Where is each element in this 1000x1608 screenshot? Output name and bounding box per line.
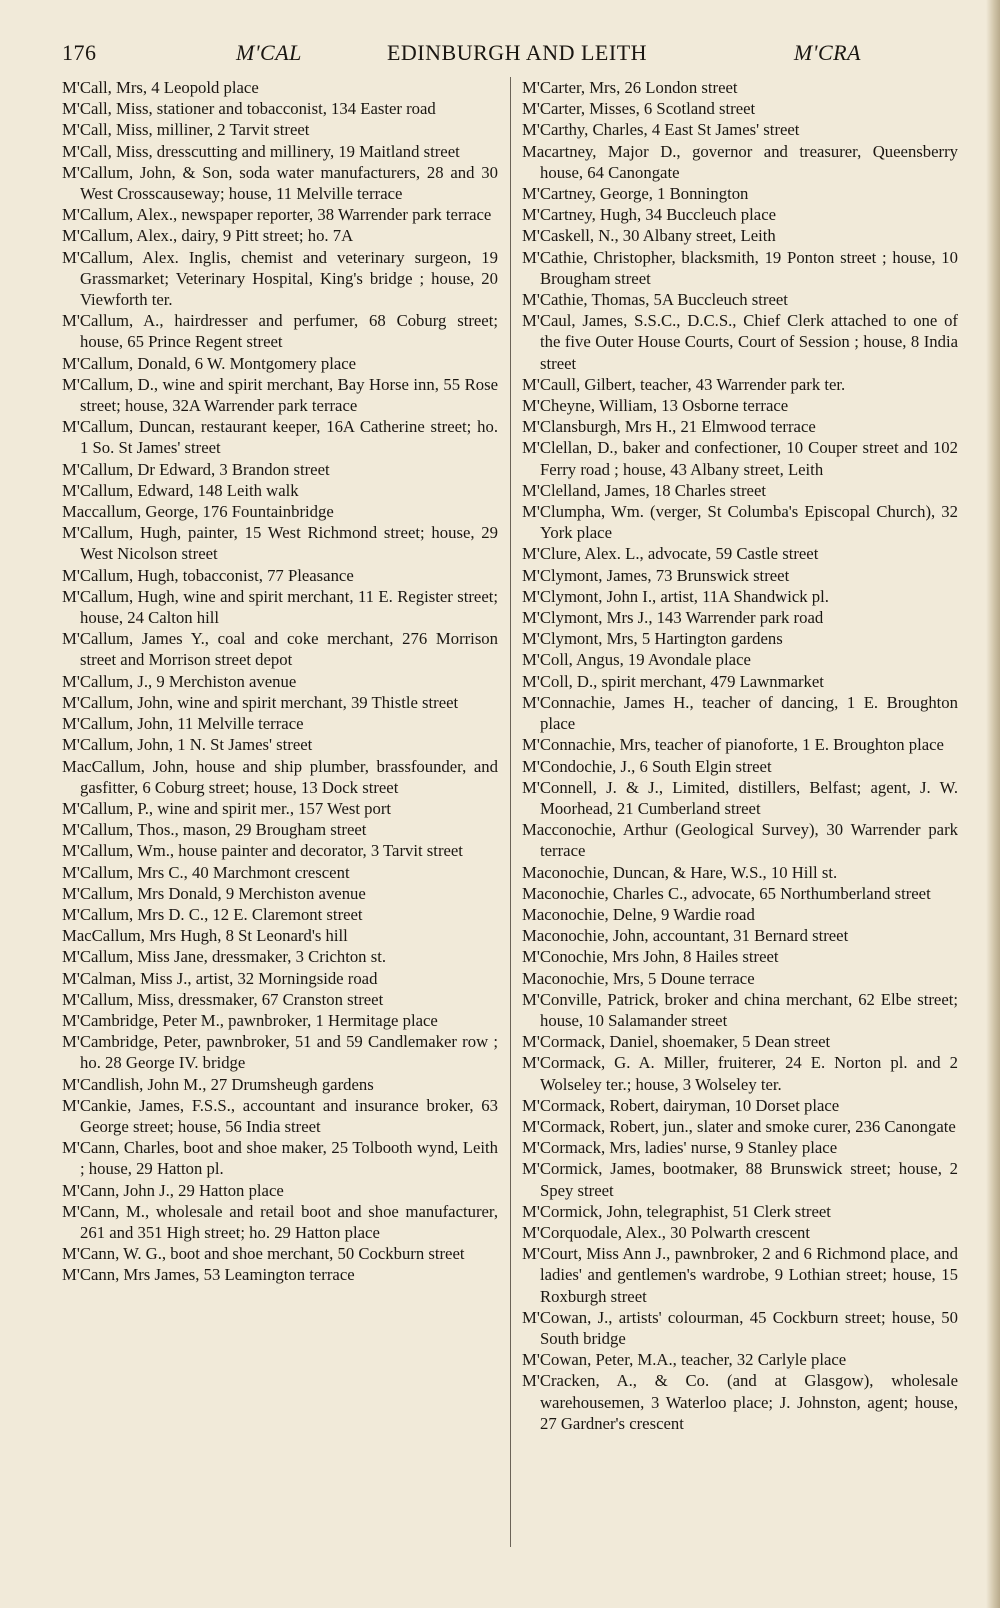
directory-entry: M'Callum, Dr Edward, 3 Brandon street	[62, 459, 330, 479]
directory-entry: M'Carthy, Charles, 4 East St James' street	[522, 120, 800, 140]
directory-entry: M'Callum, Hugh, wine and spirit merchant, 11 E. Register street; house, 24 Calton hill	[62, 586, 498, 628]
directory-entry: M'Cormack, Robert, dairyman, 10 Dorset place	[522, 1095, 840, 1115]
directory-entry: Maconochie, Delne, 9 Wardie road	[522, 904, 755, 924]
directory-entry: M'Clymont, James, 73 Brunswick street	[522, 565, 790, 585]
directory-entry: M'Clymont, John I., artist, 11A Shandwick pl.	[522, 586, 829, 606]
directory-entry: M'Callum, D., wine and spirit merchant, Bay Horse inn, 55 Rose street; house, 32A Warrender park terrace	[62, 374, 498, 416]
directory-entry: M'Cambridge, Peter M., pawnbroker, 1 Hermitage place	[62, 1010, 438, 1030]
directory-entry: M'Coll, Angus, 19 Avondale place	[522, 650, 751, 670]
directory-entry: M'Cowan, Peter, M.A., teacher, 32 Carlyle place	[522, 1350, 847, 1370]
directory-entry: M'Conville, Patrick, broker and china merchant, 62 Elbe street; house, 10 Salamander street	[522, 989, 958, 1030]
directory-entry: M'Callum, Mrs C., 40 Marchmont crescent	[62, 862, 350, 882]
directory-entry: M'Connell, J. & J., Limited, distillers, Belfast; agent, J. W. Moorhead, 21 Cumberland street	[522, 777, 958, 818]
right-column	[522, 77, 958, 1434]
directory-entry: MacCallum, John, house and ship plumber, brassfounder, and gasfitter, 6 Coburg street; house, 13 Dock street	[62, 756, 498, 797]
directory-entry: M'Callum, John, & Son, soda water manufacturers, 28 and 30 West Crosscauseway; house, 11 Melville terrace	[62, 162, 498, 204]
directory-entry: M'Callum, John, wine and spirit merchant, 39 Thistle street	[62, 692, 459, 712]
directory-entry: M'Cracken, A., & Co. (and at Glasgow), wholesale warehousemen, 3 Waterloo place; J. Johnston, agent; house, 27 Gardner's crescent	[522, 1371, 958, 1433]
directory-entry: M'Cankie, James, F.S.S., accountant and insurance broker, 63 George street; house, 56 India street	[62, 1095, 498, 1136]
directory-entry: M'Clumpha, Wm. (verger, St Columba's Episcopal Church), 32 York place	[522, 502, 958, 543]
directory-entry: M'Cheyne, William, 13 Osborne terrace	[522, 396, 789, 416]
directory-entry: M'Callum, Mrs D. C., 12 E. Claremont street	[62, 904, 363, 924]
directory-entry: M'Cann, Mrs James, 53 Leamington terrace	[62, 1265, 355, 1285]
directory-entry: M'Clellan, D., baker and confectioner, 10 Couper street and 102 Ferry road ; house, 43 Albany street, Leith	[522, 438, 958, 479]
directory-entry: M'Callum, James Y., coal and coke merchant, 276 Morrison street and Morrison street depot	[62, 629, 498, 670]
directory-entry: M'Callum, Mrs Donald, 9 Merchiston avenue	[62, 883, 366, 903]
directory-entry: M'Cartney, Hugh, 34 Buccleuch place	[522, 205, 777, 225]
directory-entry: M'Cann, Charles, boot and shoe maker, 25 Tolbooth wynd, Leith ; house, 29 Hatton pl.	[62, 1138, 498, 1179]
directory-entry: M'Callum, Thos., mason, 29 Brougham street	[62, 820, 367, 840]
directory-entry: Maconochie, Charles C., advocate, 65 Northumberland street	[522, 883, 931, 903]
directory-entry: M'Calman, Miss J., artist, 32 Morningside road	[62, 968, 378, 988]
directory-entry: M'Cormick, John, telegraphist, 51 Clerk street	[522, 1201, 831, 1221]
directory-entry: M'Conochie, Mrs John, 8 Hailes street	[522, 947, 779, 967]
directory-entry: M'Callum, Alex. Inglis, chemist and veterinary surgeon, 19 Grassmarket; Veterinary Hospital, King's bridge ; house, 20 Viewforth ter.	[62, 247, 498, 310]
directory-entry: M'Clure, Alex. L., advocate, 59 Castle street	[522, 544, 819, 564]
directory-entry: M'Cambridge, Peter, pawnbroker, 51 and 59 Candlemaker row ; ho. 28 George IV. bridge	[62, 1032, 498, 1073]
directory-entry: M'Cartney, George, 1 Bonnington	[522, 184, 749, 204]
left-column	[62, 77, 498, 1286]
directory-entry: M'Callum, Hugh, tobacconist, 77 Pleasance	[62, 565, 354, 585]
directory-entry: M'Callum, John, 11 Melville terrace	[62, 714, 304, 734]
directory-entry: M'Candlish, John M., 27 Drumsheugh gardens	[62, 1074, 374, 1094]
running-title: EDINBURGH AND LEITH	[386, 40, 648, 65]
directory-entry: M'Cormick, James, bootmaker, 88 Brunswick street; house, 2 Spey street	[522, 1159, 958, 1200]
directory-entry: M'Callum, Donald, 6 W. Montgomery place	[62, 353, 357, 373]
directory-entry: M'Call, Miss, milliner, 2 Tarvit street	[62, 120, 310, 140]
page-edge-shadow	[986, 0, 1000, 1608]
directory-entry: M'Callum, Hugh, painter, 15 West Richmond street; house, 29 West Nicolson street	[62, 523, 498, 564]
page-number: 176	[62, 40, 97, 65]
directory-entry: M'Clymont, Mrs J., 143 Warrender park road	[522, 608, 824, 628]
directory-entry: M'Cathie, Thomas, 5A Buccleuch street	[522, 290, 788, 310]
directory-entry: M'Callum, Miss, dressmaker, 67 Cranston street	[62, 989, 384, 1009]
directory-entry: Maconochie, Mrs, 5 Doune terrace	[522, 968, 755, 988]
directory-entry: M'Callum, Wm., house painter and decorator, 3 Tarvit street	[62, 841, 463, 861]
directory-entry: M'Carter, Mrs, 26 London street	[522, 78, 738, 97]
directory-entry: M'Caskell, N., 30 Albany street, Leith	[522, 226, 776, 246]
directory-entry: M'Condochie, J., 6 South Elgin street	[522, 756, 772, 776]
directory-entry: M'Clansburgh, Mrs H., 21 Elmwood terrace	[522, 417, 816, 437]
directory-entry: Macconochie, Arthur (Geological Survey), 30 Warrender park terrace	[522, 820, 958, 861]
directory-entry: Maccallum, George, 176 Fountainbridge	[62, 502, 334, 522]
directory-entry: M'Cann, W. G., boot and shoe merchant, 50 Cockburn street	[62, 1244, 465, 1264]
right-guide-word: M'CRA	[793, 40, 861, 65]
directory-entry: M'Callum, A., hairdresser and perfumer, 68 Coburg street; house, 65 Prince Regent street	[62, 311, 498, 352]
directory-entry: M'Call, Miss, dresscutting and millinery, 19 Maitland street	[62, 141, 460, 161]
left-guide-word: M'CAL	[236, 40, 302, 65]
directory-entry: M'Callum, J., 9 Merchiston avenue	[62, 671, 297, 691]
directory-entry: MacCallum, Mrs Hugh, 8 St Leonard's hill	[62, 926, 348, 946]
directory-entry: M'Cormack, Daniel, shoemaker, 5 Dean street	[522, 1032, 831, 1052]
directory-entry: Maconochie, John, accountant, 31 Bernard street	[522, 926, 849, 946]
directory-entry: M'Caul, James, S.S.C., D.C.S., Chief Clerk attached to one of the five Outer House Courts, Court of Session ; house, 8 India street	[522, 311, 958, 373]
directory-entry: M'Callum, John, 1 N. St James' street	[62, 735, 313, 755]
directory-entry: M'Callum, P., wine and spirit mer., 157 West port	[62, 798, 392, 818]
directory-entry: M'Coll, D., spirit merchant, 479 Lawnmarket	[522, 671, 824, 691]
page-header	[58, 40, 976, 70]
directory-entry: M'Connachie, James H., teacher of dancing, 1 E. Broughton place	[522, 692, 958, 734]
directory-entry: M'Callum, Alex., newspaper reporter, 38 Warrender park terrace	[62, 205, 492, 225]
directory-entry: M'Court, Miss Ann J., pawnbroker, 2 and 6 Richmond place, and ladies' and gentlemen's wardrobe, 9 Lothian street; house, 15 Roxburgh street	[522, 1244, 958, 1306]
column-divider	[510, 77, 511, 1547]
directory-entry: M'Cormack, G. A. Miller, fruiterer, 24 E. Norton pl. and 2 Wolseley ter.; house, 3 Wolseley ter.	[522, 1053, 958, 1094]
directory-entry: M'Callum, Alex., dairy, 9 Pitt street; ho. 7A	[62, 226, 354, 246]
directory-entry: M'Clelland, James, 18 Charles street	[522, 480, 766, 500]
directory-entry: M'Callum, Duncan, restaurant keeper, 16A Catherine street; ho. 1 So. St James' street	[62, 417, 498, 458]
directory-entry: M'Cowan, J., artists' colourman, 45 Cockburn street; house, 50 South bridge	[522, 1307, 958, 1348]
directory-entry: M'Caull, Gilbert, teacher, 43 Warrender park ter.	[522, 374, 846, 394]
directory-entry: M'Call, Mrs, 4 Leopold place	[62, 78, 259, 97]
directory-entry: M'Corquodale, Alex., 30 Polwarth crescent	[522, 1222, 811, 1242]
directory-entry: M'Cann, M., wholesale and retail boot and shoe manufacturer, 261 and 351 High street; ho. 29 Hatton place	[62, 1201, 498, 1242]
directory-entry: M'Connachie, Mrs, teacher of pianoforte, 1 E. Broughton place	[522, 735, 944, 755]
directory-entry: Maconochie, Duncan, & Hare, W.S., 10 Hill st.	[522, 862, 838, 882]
directory-entry: M'Cormack, Robert, jun., slater and smoke curer, 236 Canongate	[522, 1116, 956, 1136]
directory-entry: M'Carter, Misses, 6 Scotland street	[522, 99, 756, 119]
directory-entry: M'Cormack, Mrs, ladies' nurse, 9 Stanley place	[522, 1138, 838, 1158]
directory-entry: M'Callum, Edward, 148 Leith walk	[62, 480, 299, 500]
directory-entry: M'Callum, Miss Jane, dressmaker, 3 Crichton st.	[62, 947, 387, 967]
directory-entry: M'Call, Miss, stationer and tobacconist, 134 Easter road	[62, 99, 436, 119]
directory-entry: M'Cathie, Christopher, blacksmith, 19 Ponton street ; house, 10 Brougham street	[522, 247, 958, 288]
directory-entry: Macartney, Major D., governor and treasurer, Queensberry house, 64 Canongate	[522, 141, 958, 182]
directory-entry: M'Cann, John J., 29 Hatton place	[62, 1180, 284, 1200]
directory-entry: M'Clymont, Mrs, 5 Hartington gardens	[522, 629, 783, 649]
